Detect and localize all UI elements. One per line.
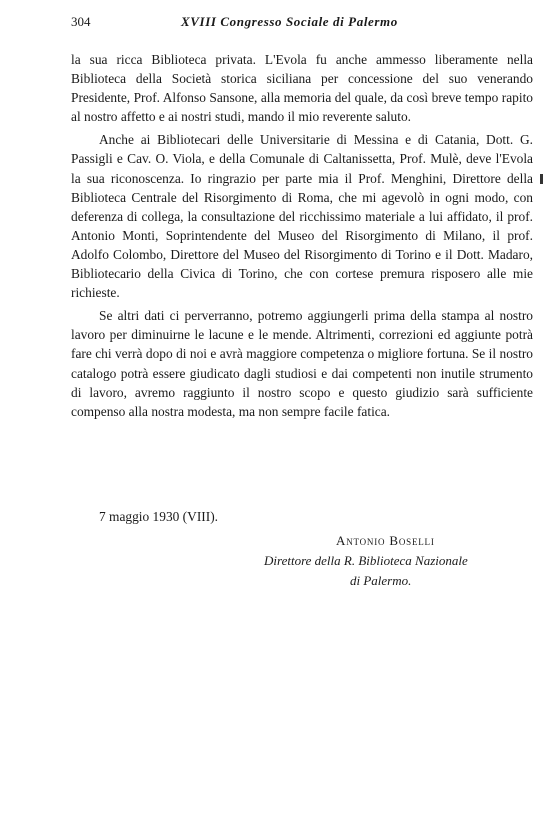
body-text — [71, 50, 533, 425]
paragraph-2: Anche ai Bibliotecari delle Universitarie di Messina e di Catania, Dott. G. Passigli e Cav. O. Viola, e della Comunale di Caltanissetta, Prof. Mulè, deve l'Evola la sua riconoscenza. Io ringrazio per parte mia il Prof. Menghini, Direttore della Biblioteca Centrale del Risorgimento di Roma, che mi agevolò in ogni modo, con deferenza di collega, la consultazione del ricchissimo materiale a lui affidato, il prof. Antonio Monti, Soprintendente del Museo del Risorgimento di Milano, il prof. Adolfo Colombo, Direttore del Museo del Risorgimento di Torino e il Dott. Madaro, Bibliotecario della Civica di Torino, che con cortese premura risposero alle mie richieste. — [71, 132, 533, 301]
running-title: XVIII Congresso Sociale di Palermo — [181, 14, 398, 29]
signature-name: Antonio Boselli — [336, 533, 435, 548]
date-line: 7 maggio 1930 (VIII). — [99, 509, 218, 524]
signature-block — [264, 531, 534, 591]
signature-role: Direttore della R. Biblioteca Nazionale — [264, 553, 468, 568]
paragraph-3: Se altri dati ci perverranno, potremo aggiungerli prima della stampa al nostro lavoro per diminuirne le lacune e le mende. Altrimenti, correzioni ed aggiunte potrà fare chi verrà dopo di noi e avrà maggiore competenza o migliore fortuna. Se il nostro catalogo potrà essere giudicato dagli studiosi e dai competenti non inutile strumento di lavoro, avremo raggiunto il nostro scopo e questo giudizio sarà sufficiente compenso alla nostra modesta, ma non sempre facile fatica. — [71, 308, 533, 419]
signature-place: di Palermo. — [350, 573, 412, 588]
page-number: 304 — [71, 14, 91, 29]
margin-mark — [540, 174, 543, 184]
paragraph-1: la sua ricca Biblioteca privata. L'Evola fu anche ammesso liberamente nella Biblioteca della Società storica siciliana per concessione del suo venerando Presidente, Prof. Alfonso Sansone, alla memoria del quale, da così breve tempo rapito al nostro affetto e ai nostri studi, mando il mio reverente saluto. — [71, 52, 533, 125]
page-header — [71, 14, 533, 34]
